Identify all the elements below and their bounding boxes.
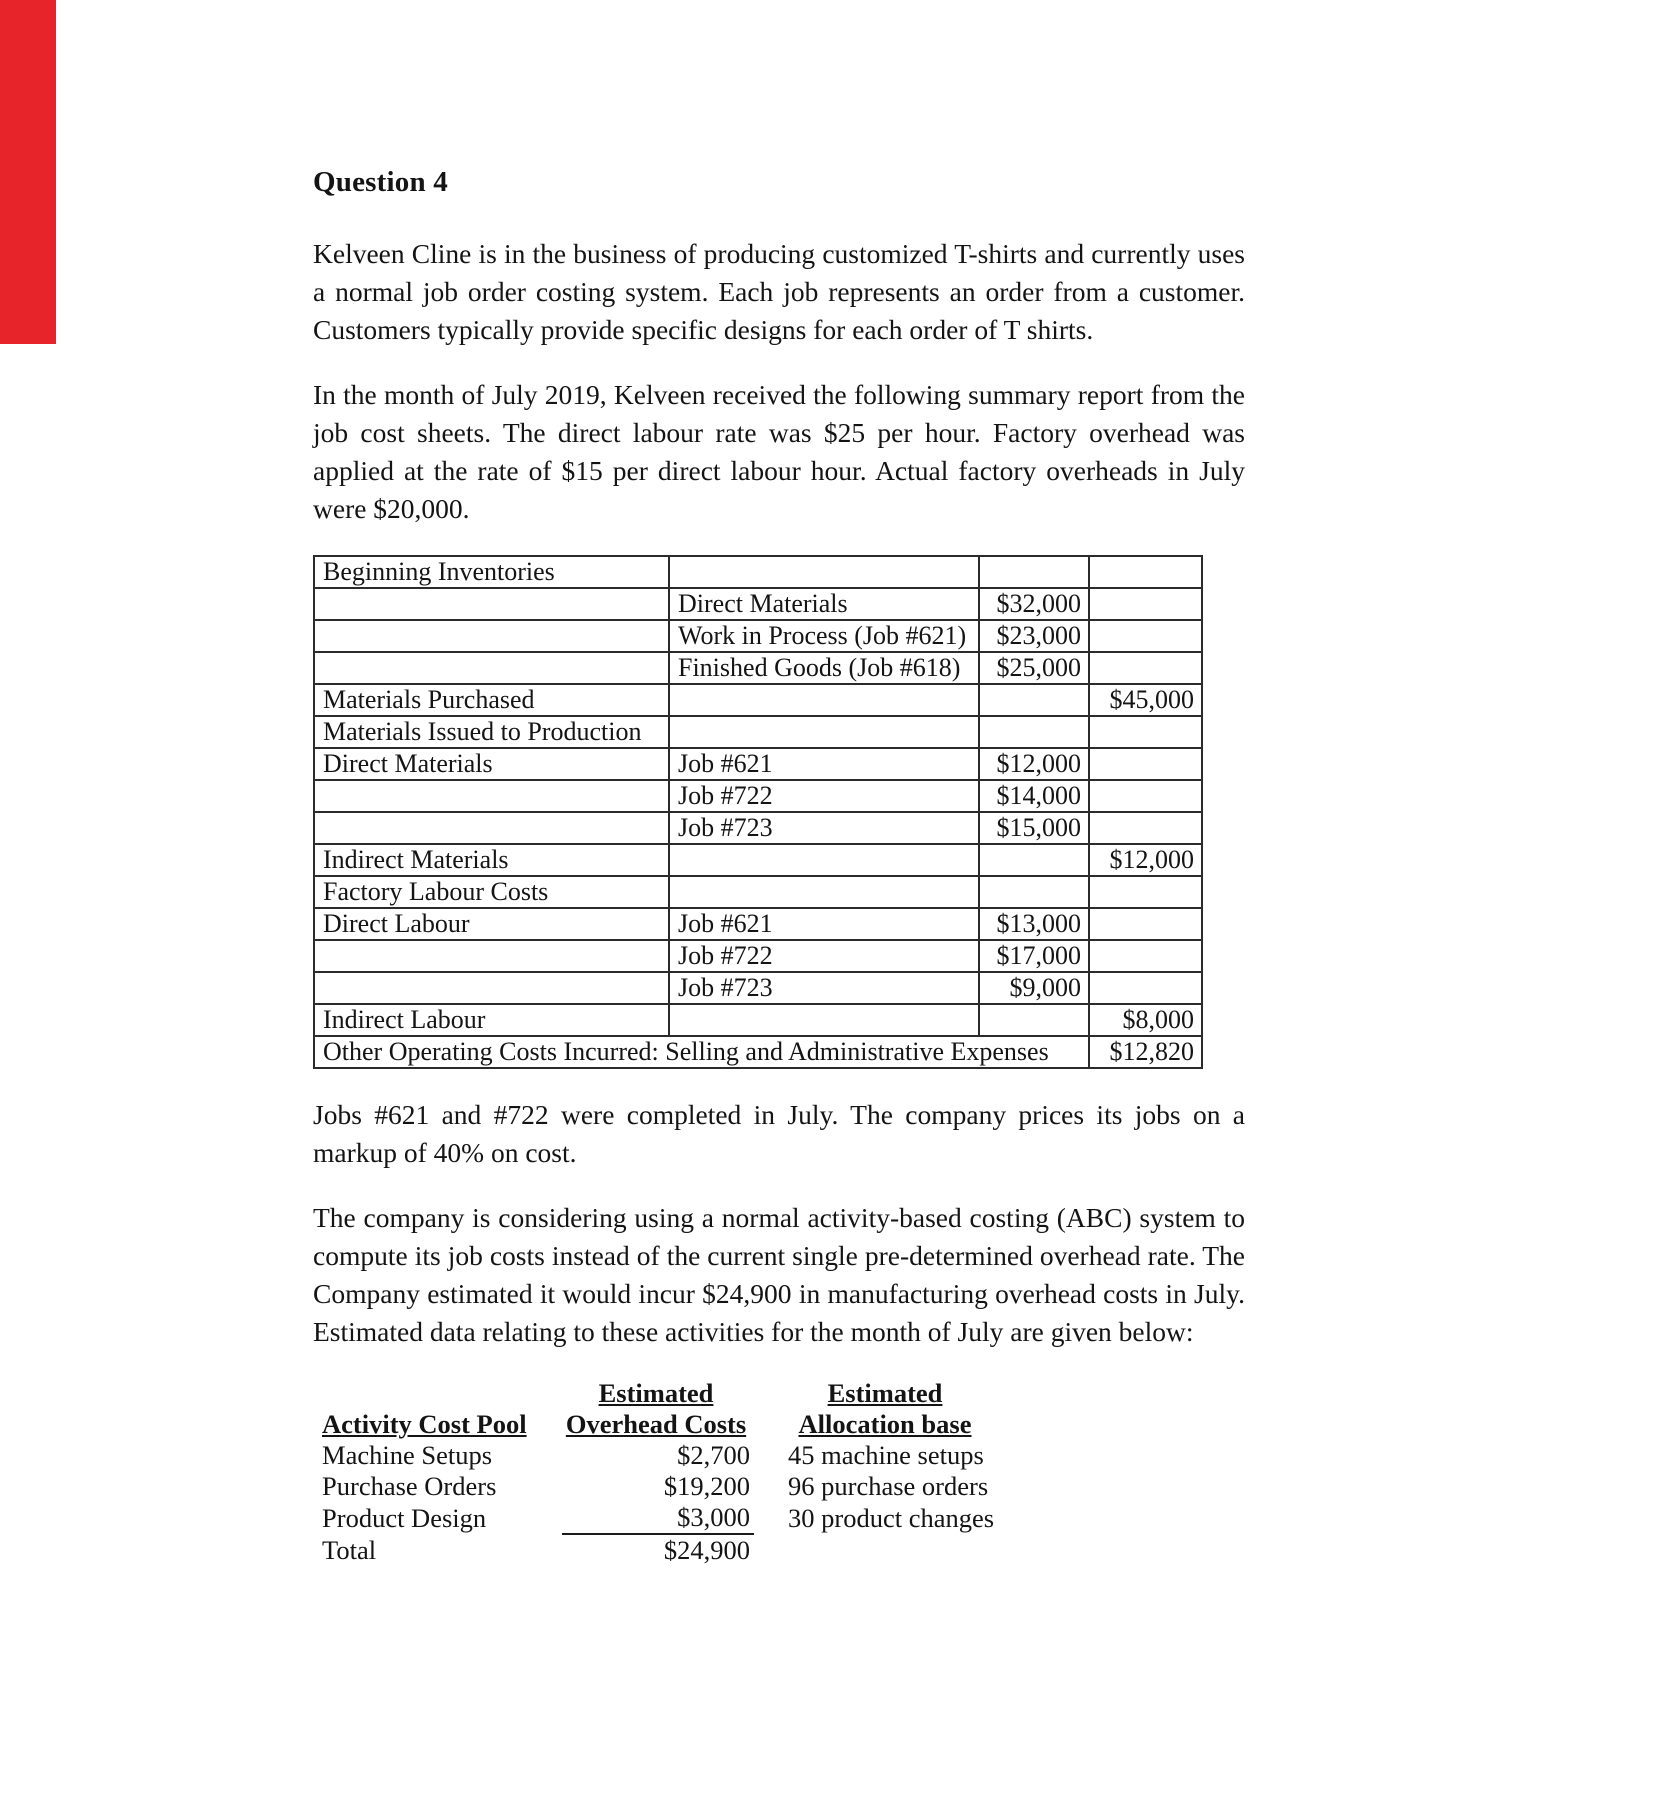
cell-label: Materials Purchased [314, 684, 669, 716]
abc-row-total [322, 1534, 1016, 1566]
abc-base: 96 purchase orders [788, 1471, 989, 1501]
cell-total [1089, 748, 1202, 780]
cell-amount: $9,000 [979, 972, 1089, 1004]
cell-total [1089, 908, 1202, 940]
cell-label-span: Other Operating Costs Incurred: Selling and Administrative Expenses [314, 1036, 1089, 1068]
cell-amount: $14,000 [979, 780, 1089, 812]
abc-cost: $24,900 [663, 1535, 750, 1565]
cell-label: Direct Labour [314, 908, 669, 940]
activity-cost-pool-table [322, 1378, 1016, 1566]
cell-label [314, 972, 669, 1004]
abc-pool: Product Design [322, 1503, 487, 1533]
cell-label: Indirect Labour [314, 1004, 669, 1036]
table-row [314, 812, 1202, 844]
cell-sublabel: Job #722 [669, 780, 979, 812]
cell-label [314, 780, 669, 812]
cell-amount: $15,000 [979, 812, 1089, 844]
cell-label [314, 940, 669, 972]
intro-paragraph: Kelveen Cline is in the business of producing customized T-shirts and currently uses a normal job order costing system. Each job represents an order from a customer. Customers typically provide specific designs for each order of T shirts. [313, 238, 1245, 345]
abc-row-product-design [322, 1502, 1016, 1534]
cell-sublabel: Finished Goods (Job #618) [669, 652, 979, 684]
cell-amount [979, 556, 1089, 588]
cell-amount: $12,000 [979, 748, 1089, 780]
cell-amount [979, 716, 1089, 748]
abc-header-overhead-costs: Overhead Costs [565, 1409, 747, 1439]
cell-total [1089, 588, 1202, 620]
question-title-text: Question 4 [313, 166, 448, 198]
cell-amount: $13,000 [979, 908, 1089, 940]
cell-sublabel: Job #723 [669, 812, 979, 844]
table-row [314, 940, 1202, 972]
cell-total: $45,000 [1089, 684, 1202, 716]
summary-report-paragraph: In the month of July 2019, Kelveen received the following summary report from the job cost sheets. The direct labour rate was $25 per hour. Factory overhead was applied at the rate of $15 per direct labour hour. Actual factory overheads in July were $20,000. [313, 379, 1245, 524]
table-row [314, 620, 1202, 652]
table-row-other-operating [314, 1036, 1202, 1068]
abc-header-row-2 [322, 1409, 1016, 1440]
cell-total [1089, 940, 1202, 972]
table-row [314, 556, 1202, 588]
abc-header-estimated-base: Estimated [827, 1378, 943, 1408]
cell-sublabel: Work in Process (Job #621) [669, 620, 979, 652]
question-title [313, 166, 1245, 199]
page-content [313, 166, 1245, 1566]
cell-sublabel [669, 876, 979, 908]
abc-header-row-1 [322, 1378, 1016, 1409]
table-row [314, 1004, 1202, 1036]
table-row [314, 748, 1202, 780]
table-row [314, 588, 1202, 620]
cell-amount: $23,000 [979, 620, 1089, 652]
cell-label: Direct Materials [314, 748, 669, 780]
cell-label: Indirect Materials [314, 844, 669, 876]
abc-row-machine-setups [322, 1440, 1016, 1471]
abc-cost: $2,700 [677, 1440, 750, 1470]
cell-total [1089, 652, 1202, 684]
abc-base: 30 product changes [788, 1503, 995, 1533]
abc-cost: $3,000 [562, 1502, 754, 1534]
cell-sublabel: Job #722 [669, 940, 979, 972]
table-row [314, 684, 1202, 716]
cell-label: Materials Issued to Production [314, 716, 669, 748]
cell-amount: $32,000 [979, 588, 1089, 620]
cell-amount [979, 844, 1089, 876]
cell-label [314, 588, 669, 620]
cell-amount [979, 684, 1089, 716]
cell-total: $12,000 [1089, 844, 1202, 876]
abc-intro-paragraph: The company is considering using a normal activity-based costing (ABC) system to compute its job costs instead of the current single pre-determined overhead rate. The Company estimated it would incur $24,900 in manufacturing overhead costs in July. Estimated data relating to these activities for the month of July are given below: [313, 1202, 1245, 1347]
cell-total: $8,000 [1089, 1004, 1202, 1036]
cell-sublabel [669, 1004, 979, 1036]
cell-sublabel [669, 844, 979, 876]
cell-sublabel: Job #621 [669, 748, 979, 780]
table-row [314, 876, 1202, 908]
cell-sublabel [669, 556, 979, 588]
cell-total [1089, 620, 1202, 652]
cell-label [314, 620, 669, 652]
cell-sublabel: Job #723 [669, 972, 979, 1004]
abc-header-allocation-base: Allocation base [798, 1409, 972, 1439]
abc-base: 45 machine setups [788, 1440, 984, 1470]
abc-cost: $19,200 [663, 1471, 750, 1501]
cell-sublabel [669, 684, 979, 716]
cell-amount: $17,000 [979, 940, 1089, 972]
cell-total [1089, 876, 1202, 908]
cell-label: Factory Labour Costs [314, 876, 669, 908]
cell-amount [979, 876, 1089, 908]
cell-total: $12,820 [1089, 1036, 1202, 1068]
table-row [314, 780, 1202, 812]
cell-label [314, 652, 669, 684]
table-row [314, 652, 1202, 684]
cell-sublabel: Direct Materials [669, 588, 979, 620]
abc-header-pool: Activity Cost Pool [322, 1409, 527, 1439]
cell-label: Beginning Inventories [314, 556, 669, 588]
red-margin-strip [0, 0, 56, 344]
cell-total [1089, 780, 1202, 812]
cell-total [1089, 972, 1202, 1004]
table-row [314, 972, 1202, 1004]
cell-total [1089, 812, 1202, 844]
abc-header-estimated-cost: Estimated [598, 1378, 714, 1408]
abc-pool: Machine Setups [322, 1440, 493, 1470]
abc-pool: Total [322, 1535, 377, 1565]
job-cost-summary-table [313, 555, 1203, 1069]
jobs-completed-paragraph: Jobs #621 and #722 were completed in July. The company prices its jobs on a markup of 40% on cost. [313, 1099, 1245, 1168]
abc-header-empty [322, 1378, 562, 1409]
table-row [314, 716, 1202, 748]
cell-label [314, 812, 669, 844]
cell-amount: $25,000 [979, 652, 1089, 684]
cell-total [1089, 716, 1202, 748]
cell-sublabel: Job #621 [669, 908, 979, 940]
cell-amount [979, 1004, 1089, 1036]
cell-total [1089, 556, 1202, 588]
cell-sublabel [669, 716, 979, 748]
abc-row-purchase-orders [322, 1471, 1016, 1502]
table-row [314, 908, 1202, 940]
table-row [314, 844, 1202, 876]
abc-base [754, 1534, 1016, 1566]
abc-pool: Purchase Orders [322, 1471, 497, 1501]
